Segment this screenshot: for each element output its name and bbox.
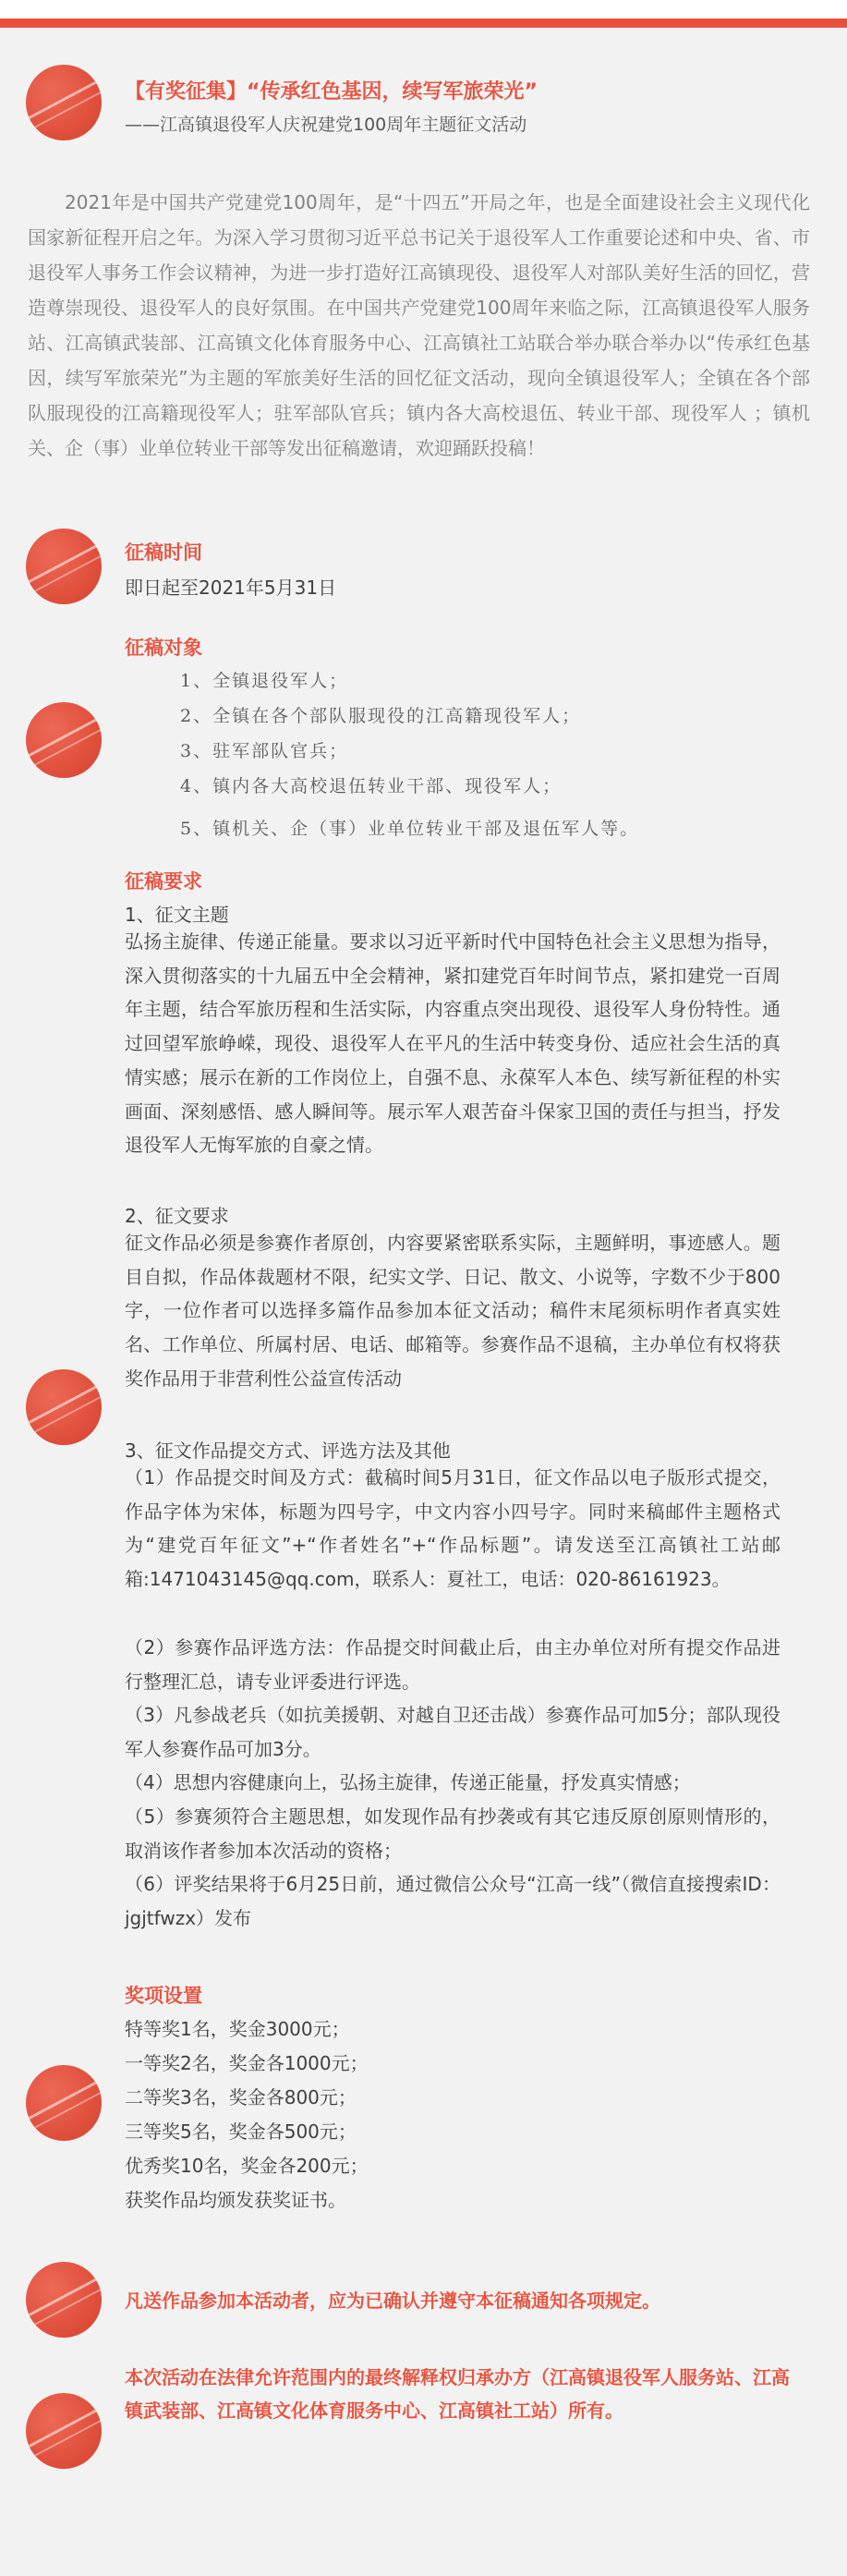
top-accent-stripe bbox=[0, 18, 847, 28]
section-title: 1、征文主题 bbox=[125, 904, 229, 926]
award-item: 一等奖2名，奖金各1000元； bbox=[125, 2052, 369, 2074]
target-item: 3、驻军部队官兵； bbox=[180, 741, 349, 761]
target-item: 1、全镇退役军人； bbox=[180, 671, 349, 691]
target-item: 4、镇内各大高校退伍转业干部、现役军人； bbox=[180, 776, 563, 796]
red-circle-icon bbox=[26, 529, 102, 604]
red-circle-icon bbox=[26, 2262, 102, 2338]
red-circle-icon bbox=[26, 2393, 102, 2469]
award-item: 获奖作品均颁发获奖证书。 bbox=[125, 2189, 346, 2211]
page-title: 【有奖征集】“传承红色基因，续写军旅荣光” bbox=[125, 80, 538, 103]
award-item: 优秀奖10名，奖金各200元； bbox=[125, 2155, 369, 2177]
section-title: 2、征文要求 bbox=[125, 1205, 229, 1227]
red-circle-icon bbox=[26, 2065, 102, 2141]
top-bar bbox=[0, 0, 847, 18]
requirements-heading: 征稿要求 bbox=[125, 870, 202, 893]
award-item: 二等奖3名，奖金各800元； bbox=[125, 2086, 357, 2108]
awards-heading: 奖项设置 bbox=[125, 1985, 202, 2007]
targets-heading: 征稿对象 bbox=[125, 637, 202, 659]
period-text: 即日起至2021年5月31日 bbox=[125, 577, 337, 599]
period-heading: 征稿时间 bbox=[125, 541, 202, 564]
red-circle-icon bbox=[26, 702, 102, 778]
rights-text: 本次活动在法律允许范围内的最终解释权归承办方（江高镇退役军人服务站、江高镇武装部、江高镇文化体育服务中心、江高镇社工站）所有。 bbox=[125, 2366, 790, 2422]
submission-item: （6）评奖结果将于6月25日前，通过微信公众号“江高一线”（微信直接搜索ID：jgjtfwzx）发布 bbox=[125, 1873, 780, 1929]
section-title: 3、征文作品提交方式、评选方法及其他 bbox=[125, 1440, 451, 1462]
submission-item: （5）参赛须符合主题思想，如发现作品有抄袭或有其它违反原创原则情形的，取消该作者参加本次活动的资格； bbox=[125, 1805, 780, 1862]
target-item: 5、镇机关、企（事）业单位转业干部及退伍军人等。 bbox=[180, 819, 640, 839]
notice-text: 凡送作品参加本活动者，应为已确认并遵守本征稿通知各项规定。 bbox=[125, 2290, 660, 2312]
award-item: 三等奖5名，奖金各500元； bbox=[125, 2120, 357, 2143]
page-subtitle: ——江高镇退役军人庆祝建党100周年主题征文活动 bbox=[125, 115, 527, 135]
submission-item: （1）作品提交时间及方式：截稿时间5月31日，征文作品以电子版形式提交，作品字体为宋体，标题为四号字，中文内容小四号字。同时来稿邮件主题格式为“建党百年征文”+“作者姓名”+“作品标题”。请发送至江高镇社工站邮箱:1471043145@qq.com，联系人：夏社工，电话：020-86161923。 bbox=[125, 1466, 780, 1591]
submission-item: （4）思想内容健康向上，弘扬主旋律，传递正能量，抒发真实情感； bbox=[125, 1771, 691, 1793]
submission-item: （2）参赛作品评选方法：作品提交时间截止后，由主办单位对所有提交作品进行整理汇总，请专业评委进行评选。 bbox=[125, 1636, 780, 1693]
requirements-paragraph: 征文作品必须是参赛作者原创，内容要紧密联系实际，主题鲜明，事迹感人。题目自拟，作品体裁题材不限，纪实文学、日记、散文、小说等，字数不少于800字，一位作者可以选择多篇作品参加本征文活动；稿件末尾须标明作者真实姓名、工作单位、所属村居、电话、邮箱等。参赛作品不退稿，主办单位有权将获奖作品用于非营利性公益宣传活动 bbox=[125, 1232, 780, 1390]
intro-paragraph: 2021年是中国共产党建党100周年，是“十四五”开局之年，也是全面建设社会主义现代化国家新征程开启之年。为深入学习贯彻习近平总书记关于退役军人工作重要论述和中央、省、市退役军人事务工作会议精神，为进一步打造好江高镇现役、退役军人对部队美好生活的回忆，营造尊崇现役、退役军人的良好氛围。在中国共产党建党100周年来临之际，江高镇退役军人服务站、江高镇武装部、江高镇文化体育服务中心、江高镇社工站联合举办联合举办以“传承红色基因，续写军旅荣光”为主题的军旅美好生活的回忆征文活动，现向全镇退役军人；全镇在各个部队服现役的江高籍现役军人；驻军部队官兵；镇内各大高校退伍、转业干部、现役军人 ；镇机关、企（事）业单位转业干部等发出征稿邀请，欢迎踊跃投稿！ bbox=[28, 191, 810, 459]
award-item: 特等奖1名，奖金3000元； bbox=[125, 2018, 350, 2040]
target-item: 2、全镇在各个部队服现役的江高籍现役军人； bbox=[180, 706, 582, 726]
red-circle-icon bbox=[26, 65, 102, 140]
red-circle-icon bbox=[26, 1369, 102, 1445]
submission-item: （3）凡参战老兵（如抗美援朝、对越自卫还击战）参赛作品可加5分；部队现役军人参赛作品可加3分。 bbox=[125, 1704, 780, 1760]
theme-paragraph: 弘扬主旋律、传递正能量。要求以习近平新时代中国特色社会主义思想为指导，深入贯彻落实的十九届五中全会精神，紧扣建党百年时间节点，紧扣建党一百周年主题，结合军旅历程和生活实际，内容重点突出现役、退役军人身份特性。通过回望军旅峥嵘，现役、退役军人在平凡的生活中转变身份、适应社会生活的真情实感；展示在新的工作岗位上，自强不息、永葆军人本色、续写新征程的朴实画面、深刻感悟、感人瞬间等。展示军人艰苦奋斗保家卫国的责任与担当，抒发退役军人无悔军旅的自豪之情。 bbox=[125, 930, 780, 1157]
